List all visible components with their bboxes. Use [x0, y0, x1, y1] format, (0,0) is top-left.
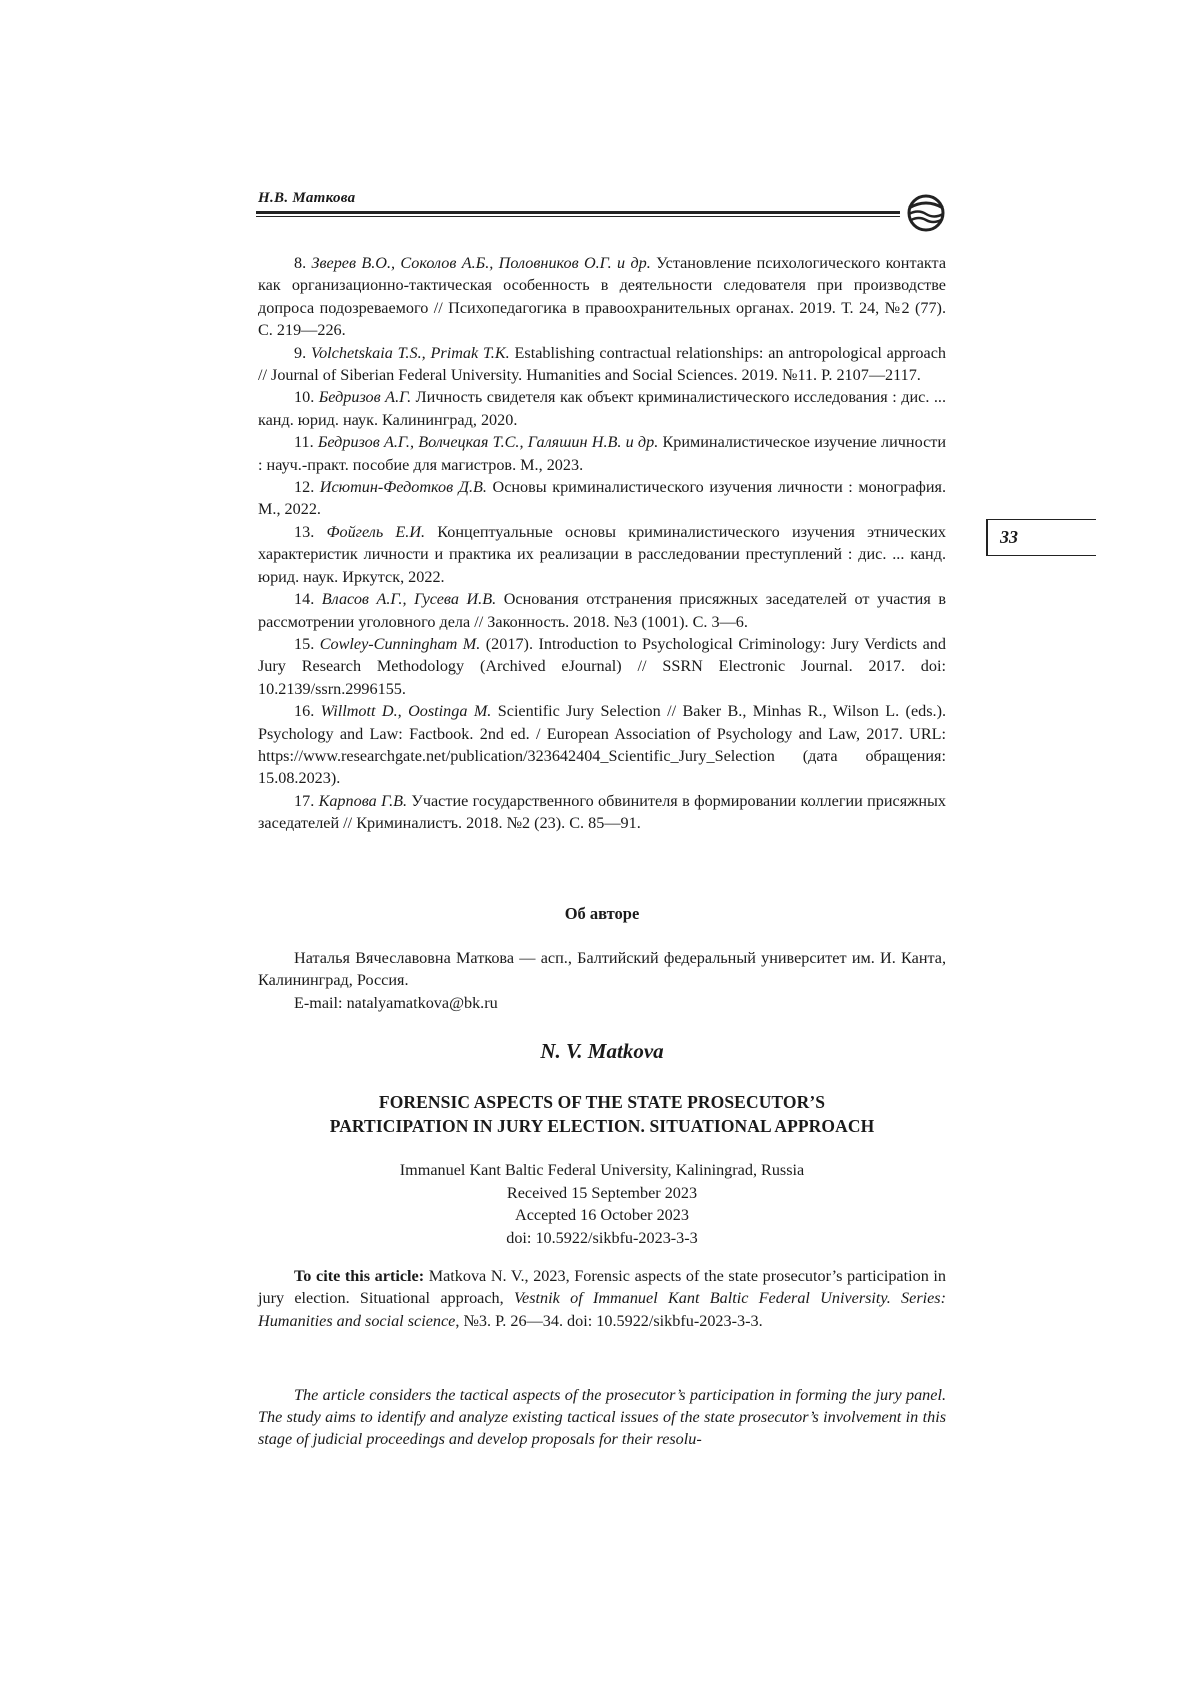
author-email: E-mail: natalyamatkova@bk.ru [294, 993, 498, 1012]
citation-label: To cite this article: [294, 1267, 425, 1285]
author-bio: Наталья Вячеславовна Маткова — асп., Балтийский федеральный университет им. И. Канта, Калининград, Россия. [258, 949, 946, 990]
reference-list [258, 252, 946, 835]
title-line-1: FORENSIC ASPECTS OF THE STATE PROSECUTOR’S [378, 1092, 826, 1112]
doi: doi: 10.5922/sikbfu-2023-3-3 [506, 1228, 698, 1247]
reference-item: 14. Власов А.Г., Гусева И.В. Основания отстранения присяжных заседателей от участия в рассмотрении уголовного дела // Законность. 2018. №3 (1001). С. 3—6. [258, 590, 946, 631]
about-author-info [258, 947, 946, 1014]
reference-item: 10. Бедризов А.Г. Личность свидетеля как объект криминалистического исследования : дис. ... канд. юрид. наук. Калининград, 2020. [258, 388, 947, 429]
reference-item: 12. Исютин-Федотков Д.В. Основы криминалистического изучения личности : монография. М., 2022. [258, 478, 946, 519]
received-date: Received 15 September 2023 [506, 1183, 698, 1202]
reference-item: 11. Бедризов А.Г., Волчецкая Т.С., Галяшин Н.В. и др. Криминалистическое изучение личности : науч.-практ. пособие для магистров. М., 2023. [258, 433, 947, 474]
affiliation: Immanuel Kant Baltic Federal University, Kaliningrad, Russia [399, 1161, 805, 1179]
running-header-author: Н.В. Маткова [258, 190, 356, 206]
page-number: 33 [1000, 527, 1018, 547]
page-number-box [986, 519, 1096, 556]
citation-block: To cite this article: Matkova N. V., 2023, Forensic aspects of the state prosecutor’s participation in jury election. Situational approach, Vestnik of Immanuel Kant Baltic Federal University. Series: Humanities and social science, №3. P. 26—34. doi: 10.5922/sikbfu-2023-3-3. [258, 1267, 946, 1330]
journal-logo-icon [904, 193, 948, 233]
english-author-name: N. V. Matkova [540, 1039, 664, 1063]
reference-item: 16. Willmott D., Oostinga M. Scientific Jury Selection // Baker B., Minhas R., Wilson L. (eds.). Psychology and Law: Factbook. 2nd ed. / European Association of Psychology and Law, 2017. URL: https://www.researchgate.net/publication/323642404_Scientific_Jury_Selection (дата обращения: 15.08.2023). [258, 702, 947, 788]
header-rule [256, 211, 900, 214]
reference-item: 9. Volchetskaia T.S., Primak T.K. Establishing contractual relationships: an antropological approach // Journal of Siberian Federal University. Humanities and Social Sciences. 2019. №11. P. 2107—2117. [258, 343, 946, 385]
reference-item: 13. Фойгель Е.И. Концептуальные основы криминалистического изучения этнических характеристик личности и практика их реализации в расследовании преступлений : дис. ... канд. юрид. наук. Иркутск, 2022. [258, 522, 946, 586]
header-rule-thin [256, 216, 900, 217]
reference-item: 15. Cowley-Cunningham M. (2017). Introduction to Psychological Criminology: Jury Verdicts and Jury Research Methodology (Archived eJournal) // SSRN Electronic Journal. 2017. doi: 10.2139/ssrn.2996155. [258, 634, 946, 698]
about-author-heading: Об авторе [564, 904, 640, 923]
english-article-title [258, 1090, 946, 1138]
accepted-date: Accepted 16 October 2023 [515, 1206, 689, 1225]
reference-item: 8. Зверев В.О., Соколов А.Б., Половников О.Г. и др. Установление психологического контакта как организационно-тактическая особенность в деятельности следователя при производстве допроса подозреваемого // Психопедагогика в правоохранительных органах. 2019. Т. 24, №2 (77). С. 219—226. [258, 254, 947, 340]
article-metadata [258, 1159, 946, 1249]
reference-item: 17. Карпова Г.В. Участие государственного обвинителя в формировании коллегии присяжных заседателей // Криминалистъ. 2018. №2 (23). С. 85—91. [258, 791, 947, 833]
title-line-2: PARTICIPATION IN JURY ELECTION. SITUATIONAL APPROACH [329, 1116, 875, 1136]
abstract: The article considers the tactical aspects of the prosecutor’s participation in forming the jury panel. The study aims to identify and analyze existing tactical issues of the state prosecutor’s involvement in this stage of judicial proceedings and develop proposals for their resolu- [258, 1386, 946, 1448]
journal-name: Vestnik of Immanuel Kant Baltic Federal University. Series: Humanities and social science [258, 1289, 946, 1330]
